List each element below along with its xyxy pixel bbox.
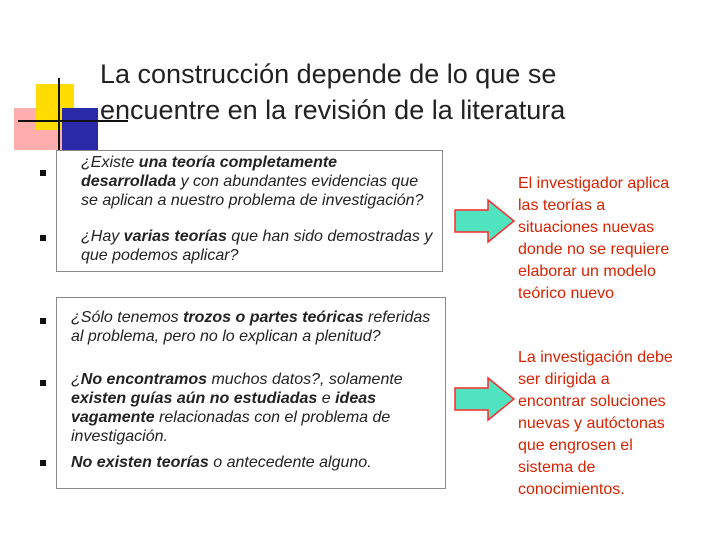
- square-bullet-icon: [40, 460, 46, 466]
- square-bullet-icon: [40, 170, 46, 176]
- conclusion-line: nuevas y autóctonas: [518, 415, 665, 432]
- item-text: e: [317, 390, 336, 407]
- conclusion-line: conocimientos.: [518, 481, 625, 498]
- item-bold-text: ideas vagamente: [71, 390, 377, 426]
- conclusion-line: encontrar soluciones: [518, 393, 666, 410]
- item-text: y con abundantes evidencias que se aplican a nuestro problema de investigación?: [81, 173, 424, 209]
- item-text: relacionadas con el problema de investigación.: [71, 409, 391, 445]
- title-line-2: encuentre en la revisión de la literatura: [100, 95, 566, 125]
- square-bullet-icon: [40, 318, 46, 324]
- conclusion-line: que engrosen el: [518, 437, 633, 454]
- list-item: [71, 370, 435, 446]
- question-box-partial-theory: [56, 297, 446, 489]
- list-item: [81, 153, 433, 210]
- square-bullet-icon: [40, 235, 46, 241]
- conclusion-text-1: [518, 173, 669, 305]
- slide-title: [100, 56, 700, 128]
- item-text: ¿: [71, 371, 81, 388]
- list-item: [81, 227, 433, 265]
- conclusion-line: El investigador aplica: [518, 175, 670, 192]
- conclusion-line: las teorías a: [518, 197, 606, 214]
- item-bold-text: existen guías aún no estudiadas: [71, 390, 318, 407]
- item-bold-text: trozos o partes teóricas: [183, 309, 364, 326]
- conclusion-line: donde no se requiere: [518, 241, 670, 258]
- item-text: o antecedente alguno.: [208, 454, 372, 471]
- conclusion-line: sistema de: [518, 459, 596, 476]
- arrow-shape: [455, 200, 514, 242]
- arrow-right-icon: [454, 198, 516, 244]
- item-bold-text: No existen teorías: [71, 454, 209, 471]
- item-bold-text: una teoría completamente desarrollada: [81, 154, 338, 190]
- item-bold-text: No encontramos: [80, 371, 208, 388]
- item-bold-text: varias teorías: [123, 228, 227, 245]
- item-text: que han sido demostradas y que podemos aplicar?: [81, 228, 433, 264]
- question-box-existing-theory: [56, 150, 443, 272]
- conclusion-line: La investigación debe: [518, 349, 673, 366]
- conclusion-line: ser dirigida a: [518, 371, 610, 388]
- item-text: referidas al problema, pero no lo explican a plenitud?: [71, 309, 431, 345]
- item-text: muchos datos?, solamente: [207, 371, 403, 388]
- square-bullet-icon: [40, 380, 46, 386]
- conclusion-text-2: [518, 347, 673, 501]
- conclusion-line: teórico nuevo: [518, 285, 615, 302]
- title-line-1: La construcción depende de lo que se: [100, 59, 557, 89]
- decor-blue-square: [62, 108, 98, 150]
- conclusion-line: situaciones nuevas: [518, 219, 655, 236]
- item-text: ¿Sólo tenemos: [71, 309, 184, 326]
- item-text: ¿Hay: [81, 228, 124, 245]
- item-text: ¿Existe: [81, 154, 139, 171]
- list-item: [71, 308, 433, 346]
- arrow-right-icon: [454, 376, 516, 422]
- list-item: [71, 453, 433, 472]
- conclusion-line: elaborar un modelo: [518, 263, 656, 280]
- arrow-shape: [455, 378, 514, 420]
